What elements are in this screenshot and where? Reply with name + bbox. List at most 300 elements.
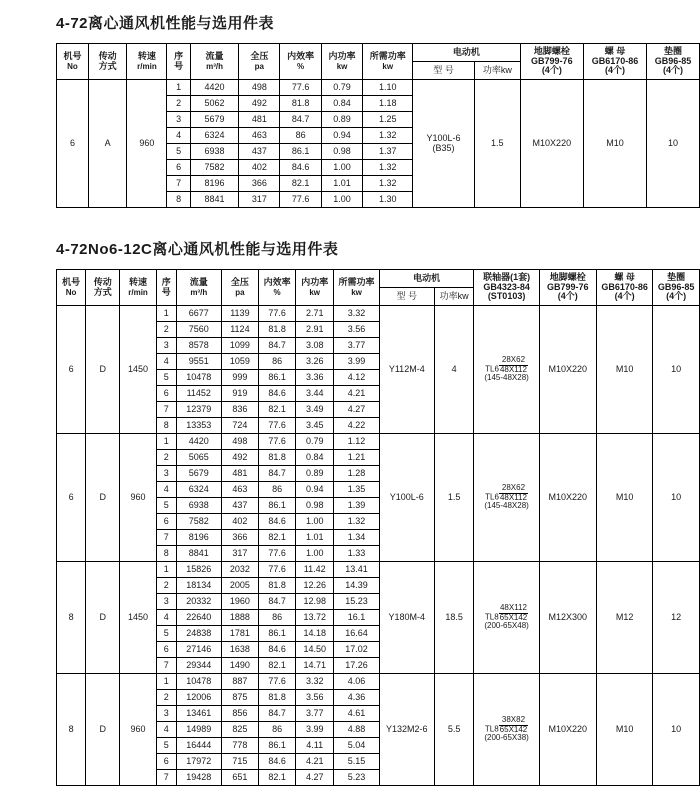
cell-zhuansu: 960 (120, 674, 156, 786)
cell-xuhao: 1 (156, 434, 176, 450)
cell-suxugonglv: 16.1 (334, 610, 379, 626)
header-suxugonglv: 所需功率 kw (334, 270, 379, 306)
cell-neixiaolv: 82.1 (259, 658, 296, 674)
cell-xuhao: 6 (156, 514, 176, 530)
header-dianquan: 垫圈 GB96-85 (4个) (646, 44, 699, 80)
cell-quanya: 1139 (221, 306, 259, 322)
cell-liuliang: 9551 (176, 354, 221, 370)
cell-liuliang: 7560 (176, 322, 221, 338)
cell-quanya: 463 (239, 128, 280, 144)
cell-suxugonglv: 3.56 (334, 322, 379, 338)
cell-neigonglv: 0.89 (296, 466, 334, 482)
table-header-row (57, 44, 700, 62)
cell-xuhao: 4 (156, 482, 176, 498)
cell-suxugonglv: 4.61 (334, 706, 379, 722)
cell-neixiaolv: 77.6 (259, 434, 296, 450)
cell-neixiaolv: 84.6 (259, 514, 296, 530)
cell-xuhao: 1 (167, 80, 190, 96)
header-dijiao-luoshuan: 地脚螺栓 GB799-76 (4个) (539, 270, 596, 306)
header-quanya: 全压 pa (221, 270, 259, 306)
cell-xuhao: 5 (156, 626, 176, 642)
cell-suxugonglv: 5.04 (334, 738, 379, 754)
cell-xuhao: 6 (156, 386, 176, 402)
cell-neixiaolv: 82.1 (259, 530, 296, 546)
cell-liuliang: 8841 (176, 546, 221, 562)
cell-suxugonglv: 1.39 (334, 498, 379, 514)
cell-quanya: 715 (221, 754, 259, 770)
cell-liuliang: 8196 (176, 530, 221, 546)
cell-jihao: 8 (57, 674, 86, 786)
cell-dianquan: 10 (653, 434, 700, 562)
cell-quanya: 463 (221, 482, 259, 498)
cell-liuliang: 13461 (176, 706, 221, 722)
cell-xuhao: 2 (167, 96, 190, 112)
cell-quanya: 919 (221, 386, 259, 402)
cell-neixiaolv: 81.8 (259, 322, 296, 338)
cell-neixiaolv: 84.7 (280, 112, 321, 128)
cell-neigonglv: 4.21 (296, 754, 334, 770)
cell-chuandong: D (86, 434, 120, 562)
cell-quanya: 366 (239, 176, 280, 192)
cell-suxugonglv: 1.34 (334, 530, 379, 546)
cell-motor-power: 5.5 (434, 674, 474, 786)
cell-xuhao: 2 (156, 322, 176, 338)
cell-neixiaolv: 86.1 (259, 738, 296, 754)
header-diandongji: 电动机 (413, 44, 521, 62)
cell-liuliang: 4420 (176, 434, 221, 450)
cell-xuhao: 7 (156, 658, 176, 674)
cell-neigonglv: 14.50 (296, 642, 334, 658)
cell-neigonglv: 0.79 (296, 434, 334, 450)
cell-neigonglv: 3.77 (296, 706, 334, 722)
cell-quanya: 492 (221, 450, 259, 466)
cell-liuliang: 6677 (176, 306, 221, 322)
cell-suxugonglv: 4.21 (334, 386, 379, 402)
cell-liuliang: 15826 (176, 562, 221, 578)
cell-liuliang: 20332 (176, 594, 221, 610)
header-xuhao: 序 号 (167, 44, 190, 80)
cell-suxugonglv: 4.88 (334, 722, 379, 738)
cell-suxugonglv: 3.77 (334, 338, 379, 354)
cell-neigonglv: 3.49 (296, 402, 334, 418)
cell-neigonglv: 13.72 (296, 610, 334, 626)
cell-chuandong: D (86, 562, 120, 674)
cell-xuhao: 7 (156, 402, 176, 418)
cell-suxugonglv: 1.33 (334, 546, 379, 562)
cell-neixiaolv: 81.8 (259, 450, 296, 466)
table-row (57, 562, 700, 578)
cell-neixiaolv: 86.1 (259, 498, 296, 514)
cell-luomu: M10 (583, 80, 646, 208)
cell-liuliang: 11452 (176, 386, 221, 402)
cell-neigonglv: 12.98 (296, 594, 334, 610)
cell-quanya: 437 (221, 498, 259, 514)
cell-neigonglv: 0.98 (296, 498, 334, 514)
cell-suxugonglv: 1.35 (334, 482, 379, 498)
section1-table-wrap (56, 43, 700, 208)
cell-neixiaolv: 77.6 (259, 306, 296, 322)
cell-suxugonglv: 13.41 (334, 562, 379, 578)
cell-suxugonglv: 16.64 (334, 626, 379, 642)
cell-neigonglv: 1.01 (321, 176, 362, 192)
cell-liuliang: 18134 (176, 578, 221, 594)
cell-neixiaolv: 81.8 (259, 578, 296, 594)
cell-quanya: 1099 (221, 338, 259, 354)
cell-motor-model: Y100L-6 (379, 434, 434, 562)
cell-neigonglv: 3.36 (296, 370, 334, 386)
cell-quanya: 887 (221, 674, 259, 690)
cell-motor-model: Y180M-4 (379, 562, 434, 674)
cell-suxugonglv: 17.26 (334, 658, 379, 674)
cell-xuhao: 3 (167, 112, 190, 128)
cell-quanya: 836 (221, 402, 259, 418)
cell-neigonglv: 12.26 (296, 578, 334, 594)
cell-liuliang: 8196 (190, 176, 239, 192)
cell-suxugonglv: 4.12 (334, 370, 379, 386)
cell-xuhao: 4 (156, 610, 176, 626)
cell-neigonglv: 2.91 (296, 322, 334, 338)
table-row (57, 306, 700, 322)
cell-liuliang: 27146 (176, 642, 221, 658)
cell-jihao: 6 (57, 306, 86, 434)
header-neigonglv: 内功率 kw (296, 270, 334, 306)
cell-xuhao: 2 (156, 578, 176, 594)
cell-quanya: 498 (221, 434, 259, 450)
table-row (57, 434, 700, 450)
header-quanya: 全压 pa (239, 44, 280, 80)
cell-neigonglv: 1.01 (296, 530, 334, 546)
cell-luomu: M10 (596, 306, 653, 434)
header-luomu: 螺 母 GB6170-86 (4个) (583, 44, 646, 80)
cell-zhuansu: 1450 (120, 306, 156, 434)
cell-liuliang: 8578 (176, 338, 221, 354)
cell-motor-power: 1.5 (434, 434, 474, 562)
cell-quanya: 1781 (221, 626, 259, 642)
cell-xuhao: 3 (156, 466, 176, 482)
cell-dianquan: 10 (653, 306, 700, 434)
cell-neixiaolv: 86 (259, 354, 296, 370)
cell-neigonglv: 1.00 (296, 514, 334, 530)
cell-neixiaolv: 86.1 (259, 370, 296, 386)
cell-zhuansu: 1450 (120, 562, 156, 674)
cell-neigonglv: 1.00 (321, 192, 362, 208)
cell-liuliang: 10478 (176, 674, 221, 690)
header-xuhao: 序 号 (156, 270, 176, 306)
cell-neigonglv: 1.00 (296, 546, 334, 562)
cell-liuliang: 13353 (176, 418, 221, 434)
header-suxugonglv: 所需功率 kw (363, 44, 413, 80)
cell-liuliang: 17972 (176, 754, 221, 770)
cell-suxugonglv: 17.02 (334, 642, 379, 658)
cell-xuhao: 6 (156, 754, 176, 770)
cell-dianquan: 10 (653, 674, 700, 786)
cell-neixiaolv: 86.1 (280, 144, 321, 160)
cell-neixiaolv: 84.6 (259, 386, 296, 402)
cell-quanya: 437 (239, 144, 280, 160)
cell-xuhao: 8 (156, 418, 176, 434)
cell-xuhao: 6 (167, 160, 190, 176)
cell-neixiaolv: 81.8 (280, 96, 321, 112)
header-chuandong: 传动 方式 (88, 44, 126, 80)
cell-neixiaolv: 86 (280, 128, 321, 144)
cell-neixiaolv: 82.1 (259, 402, 296, 418)
cell-xuhao: 7 (156, 770, 176, 786)
cell-liuliang: 4420 (190, 80, 239, 96)
section2-title: 4-72No6-12C离心通风机性能与选用件表 (56, 241, 339, 258)
cell-neigonglv: 11.42 (296, 562, 334, 578)
cell-xuhao: 1 (156, 674, 176, 690)
cell-lianzhouqi: TL6 $\frac{28X62}{48X112}$ (145-48X28) (474, 306, 539, 434)
cell-motor-power: 4 (434, 306, 474, 434)
cell-chuandong: D (86, 306, 120, 434)
cell-liuliang: 12006 (176, 690, 221, 706)
cell-liuliang: 6324 (190, 128, 239, 144)
cell-zhuansu: 960 (127, 80, 167, 208)
cell-jihao: 8 (57, 562, 86, 674)
cell-suxugonglv: 1.25 (363, 112, 413, 128)
cell-xuhao: 1 (156, 562, 176, 578)
cell-dijiao: M10X220 (520, 80, 583, 208)
cell-motor-power: 1.5 (474, 80, 520, 208)
cell-neigonglv: 1.00 (321, 160, 362, 176)
cell-xuhao: 6 (156, 642, 176, 658)
cell-neixiaolv: 84.7 (259, 706, 296, 722)
cell-neixiaolv: 77.6 (259, 674, 296, 690)
cell-neigonglv: 3.44 (296, 386, 334, 402)
cell-suxugonglv: 1.21 (334, 450, 379, 466)
cell-xuhao: 5 (156, 738, 176, 754)
cell-suxugonglv: 3.32 (334, 306, 379, 322)
header-neixiaolv: 内效率 % (280, 44, 321, 80)
cell-liuliang: 6938 (190, 144, 239, 160)
cell-lianzhouqi: TL8 $\frac{38X82}{65X142}$ (200-65X38) (474, 674, 539, 786)
cell-chuandong: D (86, 674, 120, 786)
cell-xuhao: 7 (156, 530, 176, 546)
cell-suxugonglv: 4.22 (334, 418, 379, 434)
cell-liuliang: 16444 (176, 738, 221, 754)
cell-quanya: 317 (239, 192, 280, 208)
header-luomu: 螺 母 GB6170-86 (4个) (596, 270, 653, 306)
cell-neigonglv: 0.84 (321, 96, 362, 112)
cell-dijiao: M10X220 (539, 434, 596, 562)
cell-neixiaolv: 77.6 (259, 418, 296, 434)
cell-suxugonglv: 1.32 (334, 514, 379, 530)
cell-quanya: 2005 (221, 578, 259, 594)
cell-neixiaolv: 84.6 (280, 160, 321, 176)
cell-xuhao: 3 (156, 594, 176, 610)
cell-suxugonglv: 1.28 (334, 466, 379, 482)
cell-suxugonglv: 4.36 (334, 690, 379, 706)
cell-xuhao: 5 (167, 144, 190, 160)
cell-neixiaolv: 84.7 (259, 338, 296, 354)
cell-liuliang: 7582 (176, 514, 221, 530)
cell-quanya: 1059 (221, 354, 259, 370)
cell-motor-model: Y132M2-6 (379, 674, 434, 786)
cell-dianquan: 10 (646, 80, 699, 208)
header-zhuansu: 转速 r/min (127, 44, 167, 80)
cell-quanya: 402 (221, 514, 259, 530)
cell-quanya: 2032 (221, 562, 259, 578)
cell-xuhao: 4 (167, 128, 190, 144)
header-motor-power: 功率kw (474, 62, 520, 80)
cell-neigonglv: 14.18 (296, 626, 334, 642)
cell-neixiaolv: 77.6 (280, 192, 321, 208)
cell-neixiaolv: 77.6 (259, 562, 296, 578)
cell-neigonglv: 4.27 (296, 770, 334, 786)
cell-xuhao: 3 (156, 338, 176, 354)
cell-xuhao: 8 (156, 546, 176, 562)
cell-liuliang: 5062 (190, 96, 239, 112)
cell-chuandong: A (88, 80, 126, 208)
section1-title: 4-72离心通风机性能与选用件表 (56, 15, 275, 32)
cell-dijiao: M12X300 (539, 562, 596, 674)
cell-liuliang: 7582 (190, 160, 239, 176)
cell-neixiaolv: 86.1 (259, 626, 296, 642)
cell-jihao: 6 (57, 434, 86, 562)
cell-quanya: 1490 (221, 658, 259, 674)
header-jihao: 机号 No (57, 270, 86, 306)
header-zhuansu: 转速 r/min (120, 270, 156, 306)
cell-lianzhouqi: TL6 $\frac{28X62}{48X112}$ (145-48X28) (474, 434, 539, 562)
cell-dijiao: M10X220 (539, 674, 596, 786)
header-diandongji: 电动机 (379, 270, 474, 288)
header-neigonglv: 内功率 kw (321, 44, 362, 80)
cell-luomu: M10 (596, 674, 653, 786)
header-lianzhouqi: 联轴器(1套) GB4323-84 (ST0103) (474, 270, 539, 306)
cell-jihao: 6 (57, 80, 89, 208)
header-dianquan: 垫圈 GB96-85 (4个) (653, 270, 700, 306)
cell-neigonglv: 3.26 (296, 354, 334, 370)
cell-neigonglv: 0.84 (296, 450, 334, 466)
cell-xuhao: 2 (156, 450, 176, 466)
cell-xuhao: 8 (167, 192, 190, 208)
cell-luomu: M10 (596, 434, 653, 562)
cell-suxugonglv: 1.32 (363, 176, 413, 192)
cell-neixiaolv: 86 (259, 482, 296, 498)
cell-neixiaolv: 77.6 (259, 546, 296, 562)
cell-quanya: 1888 (221, 610, 259, 626)
header-jihao: 机号 No (57, 44, 89, 80)
cell-quanya: 1638 (221, 642, 259, 658)
cell-quanya: 481 (221, 466, 259, 482)
table-header-row (57, 270, 700, 288)
cell-xuhao: 3 (156, 706, 176, 722)
cell-suxugonglv: 5.23 (334, 770, 379, 786)
header-neixiaolv: 内效率 % (259, 270, 296, 306)
header-liuliang: 流量 m³/h (176, 270, 221, 306)
cell-liuliang: 22640 (176, 610, 221, 626)
cell-motor-model: Y112M-4 (379, 306, 434, 434)
cell-quanya: 402 (239, 160, 280, 176)
table-row (57, 80, 700, 96)
cell-motor-model: Y100L-6 (B35) (413, 80, 475, 208)
cell-suxugonglv: 1.12 (334, 434, 379, 450)
cell-xuhao: 1 (156, 306, 176, 322)
cell-liuliang: 14989 (176, 722, 221, 738)
fan-performance-table-2 (56, 269, 700, 786)
cell-liuliang: 8841 (190, 192, 239, 208)
cell-quanya: 651 (221, 770, 259, 786)
cell-zhuansu: 960 (120, 434, 156, 562)
cell-suxugonglv: 4.27 (334, 402, 379, 418)
cell-quanya: 999 (221, 370, 259, 386)
cell-xuhao: 4 (156, 354, 176, 370)
cell-neigonglv: 0.98 (321, 144, 362, 160)
cell-quanya: 724 (221, 418, 259, 434)
cell-suxugonglv: 3.99 (334, 354, 379, 370)
cell-liuliang: 5679 (176, 466, 221, 482)
cell-neigonglv: 3.32 (296, 674, 334, 690)
cell-liuliang: 19428 (176, 770, 221, 786)
cell-neigonglv: 0.89 (321, 112, 362, 128)
cell-xuhao: 5 (156, 498, 176, 514)
cell-suxugonglv: 15.23 (334, 594, 379, 610)
section2-table-wrap (56, 269, 700, 786)
cell-neigonglv: 0.79 (321, 80, 362, 96)
cell-liuliang: 24838 (176, 626, 221, 642)
table-row (57, 674, 700, 690)
cell-lianzhouqi: TL8 $\frac{48X112}{65X142}$ (200-65X48) (474, 562, 539, 674)
header-chuandong: 传动 方式 (86, 270, 120, 306)
cell-quanya: 317 (221, 546, 259, 562)
header-motor-model: 型 号 (413, 62, 475, 80)
cell-suxugonglv: 5.15 (334, 754, 379, 770)
cell-liuliang: 29344 (176, 658, 221, 674)
cell-quanya: 492 (239, 96, 280, 112)
header-liuliang: 流量 m³/h (190, 44, 239, 80)
cell-quanya: 875 (221, 690, 259, 706)
cell-liuliang: 10478 (176, 370, 221, 386)
cell-neixiaolv: 82.1 (280, 176, 321, 192)
cell-suxugonglv: 14.39 (334, 578, 379, 594)
cell-quanya: 498 (239, 80, 280, 96)
cell-neigonglv: 3.08 (296, 338, 334, 354)
header-motor-power: 功率kw (434, 288, 474, 306)
cell-neixiaolv: 84.6 (259, 642, 296, 658)
cell-xuhao: 4 (156, 722, 176, 738)
cell-neixiaolv: 86 (259, 610, 296, 626)
cell-neigonglv: 4.11 (296, 738, 334, 754)
cell-suxugonglv: 1.30 (363, 192, 413, 208)
cell-suxugonglv: 1.10 (363, 80, 413, 96)
cell-xuhao: 2 (156, 690, 176, 706)
cell-suxugonglv: 4.06 (334, 674, 379, 690)
document-page (0, 12, 700, 796)
cell-quanya: 481 (239, 112, 280, 128)
cell-neigonglv: 3.99 (296, 722, 334, 738)
cell-neixiaolv: 84.7 (259, 594, 296, 610)
fan-performance-table-1 (56, 43, 700, 208)
cell-liuliang: 5065 (176, 450, 221, 466)
cell-neigonglv: 2.71 (296, 306, 334, 322)
cell-quanya: 366 (221, 530, 259, 546)
cell-neixiaolv: 84.7 (259, 466, 296, 482)
cell-neigonglv: 3.56 (296, 690, 334, 706)
cell-liuliang: 12379 (176, 402, 221, 418)
cell-neixiaolv: 86 (259, 722, 296, 738)
cell-luomu: M12 (596, 562, 653, 674)
cell-quanya: 825 (221, 722, 259, 738)
header-dijiao-luoshuan: 地脚螺栓 GB799-76 (4个) (520, 44, 583, 80)
cell-xuhao: 5 (156, 370, 176, 386)
cell-quanya: 1960 (221, 594, 259, 610)
cell-neigonglv: 0.94 (321, 128, 362, 144)
cell-neixiaolv: 81.8 (259, 690, 296, 706)
cell-neixiaolv: 84.6 (259, 754, 296, 770)
cell-dianquan: 12 (653, 562, 700, 674)
cell-neixiaolv: 82.1 (259, 770, 296, 786)
cell-dijiao: M10X220 (539, 306, 596, 434)
